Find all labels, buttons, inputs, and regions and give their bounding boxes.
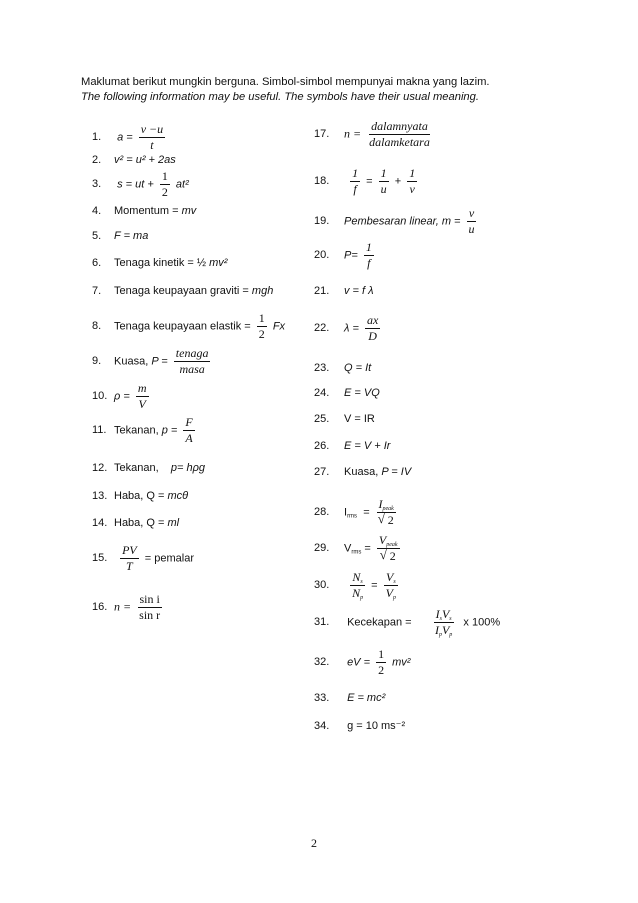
fraction: $\frac{N_s}{N_p}$ <box>352 570 364 601</box>
formula-10: 10. ρ = $\frac{m}{V}$ <box>92 381 147 411</box>
fraction: $\frac{v -u}{t}$ <box>140 122 164 152</box>
formula-33: 33. E = mc² <box>314 692 386 704</box>
formula-7: 7. Tenaga keupayaan graviti = mgh <box>92 285 274 297</box>
fraction: $\frac{1}{2}$ <box>161 169 168 199</box>
fraction: $\frac{\text{dalamnyata}}{\text{dalamketara}}$ <box>369 119 430 149</box>
formula-27: 27. Kuasa, P = IV <box>314 466 412 478</box>
formula-19: 19. Pembesaran linear, m = $\frac{v}{u}$ <box>314 206 475 236</box>
formula-28: 28. $I_{rms}$ = $I_{peak}$ √ 2 <box>314 497 400 528</box>
page-number: 2 <box>311 836 317 850</box>
formula-2: 2. v² = u² + 2as <box>92 154 176 166</box>
fraction: $V_{peak}$ √ 2 <box>377 533 400 564</box>
fraction: $\frac{PV}{T}$ <box>122 543 137 573</box>
fraction: $\frac{V_s}{V_p}$ <box>385 570 396 601</box>
intro-english: The following information may be useful. The symbols have their usual meaning. <box>81 91 479 103</box>
formula-31: 31. Kecekapan = $\frac{I_sV_s}{I_pV_p}$ x 100% <box>314 607 501 638</box>
intro-malay: Maklumat berikut mungkin berguna. Simbol-simbol mempunyai makna yang lazim. <box>81 76 490 88</box>
fraction: $\frac{1}{f}$ <box>365 240 372 270</box>
formula-11: 11. Tekanan, p = $\frac{F}{A}$ <box>92 415 193 445</box>
fraction: $\frac{1}{2}$ <box>378 647 385 677</box>
formula-34: 34. g = 10 ms⁻² <box>314 720 406 732</box>
fraction: $\frac{I_sV_s}{I_pV_p}$ <box>434 607 453 638</box>
fraction: $\frac{F}{A}$ <box>185 415 193 445</box>
fraction: $\frac{1}{f}$ <box>352 166 359 196</box>
formula-3: 3. s = ut + $\frac{1}{2}$ at² <box>92 169 189 199</box>
formula-14: 14. Haba, Q = ml <box>92 517 180 529</box>
formula-22: 22. λ = $\frac{ax}{D}$ <box>314 313 379 343</box>
fraction: $\frac{v}{u}$ <box>468 206 475 236</box>
formula-20: 20. P= $\frac{1}{f}$ <box>314 240 372 270</box>
formula-29: 29. $V_{rms}$ = $V_{peak}$ √ 2 <box>314 533 403 564</box>
formula-9: 9. Kuasa, P = $\frac{\text{tenaga}}{\text{masa}}$ <box>92 346 209 376</box>
formula-4: 4. Momentum = mv <box>92 205 197 217</box>
formula-16: 16. n = $\frac{\text{sin i}}{\text{sin r}}$ <box>92 592 161 622</box>
formula-24: 24. E = VQ <box>314 387 380 399</box>
fraction: $\frac{1}{v}$ <box>409 166 416 196</box>
fraction: $\frac{1}{u}$ <box>380 166 387 196</box>
formula-6: 6. Tenaga kinetik = ½ mv² <box>92 257 228 269</box>
fraction: $\frac{m}{V}$ <box>137 381 147 411</box>
formula-17: 17. n = $\frac{\text{dalamnyata}}{\text{dalamketara}}$ <box>314 119 430 149</box>
formula-26: 26. E = V + Ir <box>314 440 391 452</box>
formula-8: 8. Tenaga keupayaan elastik = $\frac{1}{2}$ Fx <box>92 311 286 341</box>
fraction: $\frac{1}{2}$ <box>258 311 265 341</box>
fraction: $\frac{\text{sin i}}{\text{sin r}}$ <box>139 592 161 622</box>
formula-1: 1. a = $\frac{v -u}{t}$ <box>92 122 164 152</box>
formula-23: 23. Q = It <box>314 362 372 374</box>
formula-25: 25. V = IR <box>314 413 375 425</box>
formula-18: 18. $\frac{1}{f}$ = $\frac{1}{u}$ + $\frac{1}{v}$ <box>314 166 416 196</box>
fraction: $\frac{ax}{D}$ <box>366 313 379 343</box>
intro <box>81 75 490 105</box>
fraction: $\frac{\text{tenaga}}{\text{masa}}$ <box>175 346 209 376</box>
formula-32: 32. eV = $\frac{1}{2}$ mv² <box>314 647 411 677</box>
formula-30: 30. $\frac{N_s}{N_p}$ = $\frac{V_s}{V_p}$ <box>314 570 396 601</box>
formula-12: 12. Tekanan, p= hρg <box>92 462 206 474</box>
formula-21: 21. v = f λ <box>314 285 374 297</box>
formula-15: 15. $\frac{PV}{T}$ = pemalar <box>92 543 195 573</box>
fraction: $I_{peak}$ √ 2 <box>376 497 397 528</box>
formula-13: 13. Haba, Q = mcθ <box>92 490 189 502</box>
formula-5: 5. F = ma <box>92 230 149 242</box>
